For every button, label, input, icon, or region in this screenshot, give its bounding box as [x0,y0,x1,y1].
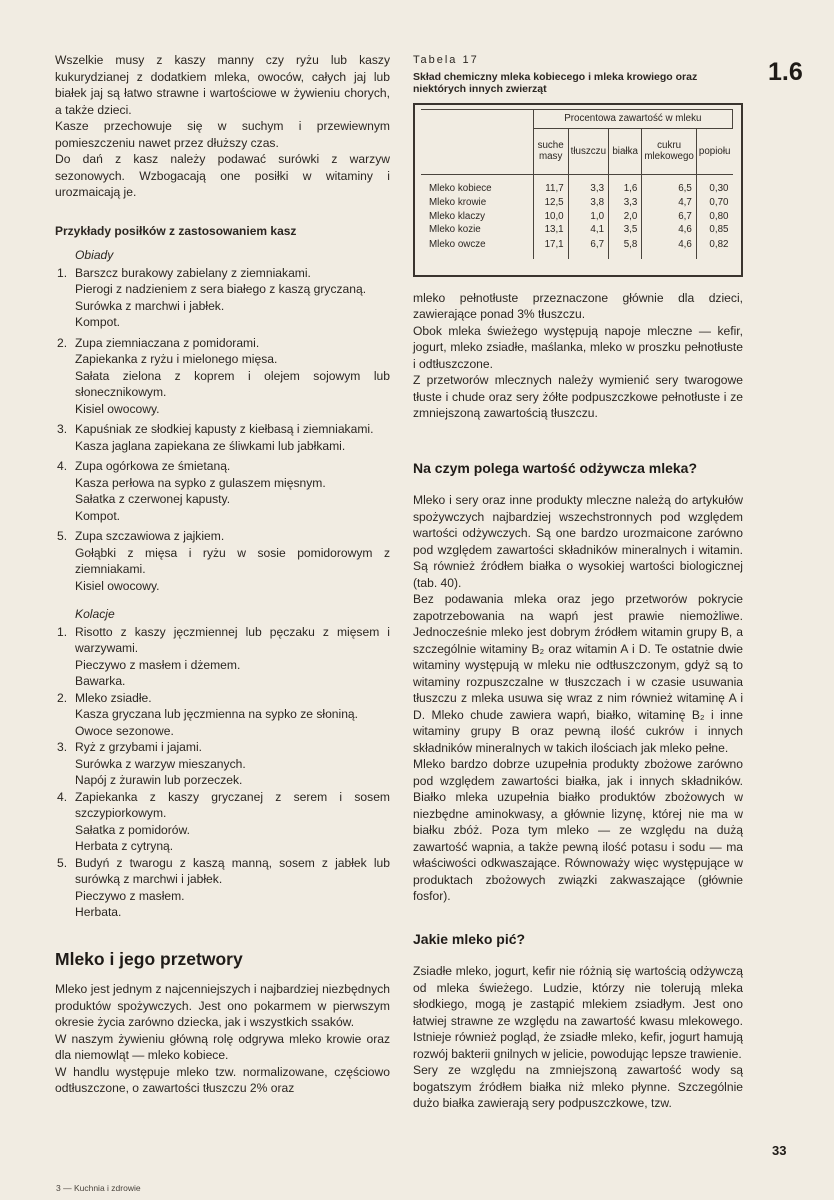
which-milk-heading: Jakie mleko pić? [413,930,526,947]
milk-paragraph: W naszym żywieniu główną rolę odgrywa mleko krowie oraz dla niemowląt — mleko kobiece. [55,1031,390,1062]
milk-paragraph: W handlu występuje mleko tzw. normalizowane, częściowo odtłuszczone, o zawartości tłuszczu 2% oraz [55,1064,390,1095]
list-item: 2. Mleko zsiadłe. Kasza gryczana lub jęczmienna na sypko ze słoniną. Owoce sezonowe. [57,690,359,738]
milk-continue-paragraph: Obok mleka świeżego występują napoje mleczne — kefir, jogurt, mleko zsiadłe, maślanka, mleko w proszku pełnotłuste i odtłuszczone. [413,323,743,371]
page-number: 33 [772,1143,787,1158]
list-item: 2. Zupa ziemniaczana z pomidorami. Zapiekanka z ryżu i mielonego mięsa. Sałata zielona z koprem i olejem sojowym lub słonecznikowym. Kisiel owocowy. [57,335,390,416]
left-column [55,52,390,1097]
table-corner [421,109,533,174]
list-item: 4. Zupa ogórkowa ze śmietaną. Kasza perłowa na sypko z gulaszem mięsnym. Sałatka z czerwonej kapusty. Kompot. [57,459,326,523]
footer-caption: 3 — Kuchnia i zdrowie [56,1183,141,1193]
table-row: Mleko krowie 12,5 3,8 3,3 4,7 0,70 [421,196,733,210]
nutritional-value-paragraph: Bez podawania mleka oraz jego przetworów pokrycie zapotrzebowania na wapń jest prawie niemożliwe. Jednocześnie mleko jest dobrym źródłem witamin grupy B, a szczególnie witaminy B₂ oraz witamin A i D. Te ostatnie dwie witaminy występują w mleku nie odtłuszczonym, gdyż są to witaminy rozpuszczalne w tłuszczach i w czasie usuwania tłuszczu z mleka usuwa się wraz z nim również witaminę A i D. Mleko chude zawiera wapń, białko, witaminę B₂ i inne witaminy grupy B oraz pewną ilość cukrów i innych składników mineralnych w takich ilościach jak mleko pełne. [413,592,743,755]
intro-paragraph: Kasze przechowuje się w suchym i przewiewnym pomieszczeniu nawet przez dłuższy czas. [55,119,390,150]
column-header: białka [609,128,642,174]
column-header: tłuszczu [568,128,608,174]
intro-paragraph: Do dań z kasz należy podawać surówki z warzyw sezonowych. Wzbogacają one posiłki w witaminy i urozmaicają je. [55,152,390,199]
dinners-label: Obiady [75,248,114,262]
list-item: 5. Budyń z twarogu z kaszą manną, sosem z jabłek lub surówką z marchwi i jabłek. Pieczywo z masłem. Herbata. [57,855,390,919]
dinners-list [55,265,390,595]
table-frame [413,103,743,277]
chemical-composition-table [421,109,733,259]
table-row: Mleko kobiece 11,7 3,3 1,6 6,5 0,30 [421,174,733,196]
table-group-header: Procentowa zawartość w mleku [533,109,732,128]
column-header: suche masy [533,128,568,174]
list-item: 1. Risotto z kaszy jęczmiennej lub pęczaku z mięsem i warzywami. Pieczywo z masłem i dżemem. Bawarka. [57,624,390,688]
column-header: cukru mlekowego [642,128,697,174]
table-row: Mleko klaczy 10,0 1,0 2,0 6,7 0,80 [421,210,733,224]
table-label: Tabela 17 [413,54,479,66]
nutritional-value-heading: Na czym polega wartość odżywcza mleka? [413,459,697,476]
milk-paragraph: Mleko jest jednym z najcenniejszych i najbardziej niezbędnych produktów spożywczych. Jest ono pokarmem w pierwszym okresie życia zarówno dziecka, jak i wszystkich ssaków. [55,982,390,1029]
suppers-list [55,624,390,921]
milk-section-heading: Mleko i jego przetwory [55,948,243,969]
nutritional-value-paragraph: Mleko bardzo dobrze uzupełnia produkty zbożowe zarówno pod względem zawartości białka, jak i innych składników. Białko mleka uzupełnia białko produktów zbożowych w niezbędne aminokwasy, a głównie lizynę, której nie ma w białku zbóż. Poza tym mleko — ze względu na dużą zawartość wapnia, a także pewną ilość potasu i sodu — ma właściwości odkwaszające. Równoważy więc występujące w produktach zbożowych związki zakwaszające (głównie fosfor). [413,757,743,903]
table-row: Mleko kozie 13,1 4,1 3,5 4,6 0,85 [421,223,733,237]
suppers-label: Kolacje [75,607,115,621]
intro-paragraph: Wszelkie musy z kaszy manny czy ryżu lub kaszy kukurydzianej z dodatkiem mleka, owoców, całych jaj lub białek jaj są łatwo strawne i wartościowe w żywieniu chorych, a także dzieci. [55,53,390,117]
right-column [413,52,743,1112]
milk-continue-paragraph: mleko pełnotłuste przeznaczone głównie dla dzieci, zawierające ponad 3% tłuszczu. [413,290,743,321]
section-number: 1.6 [768,58,803,86]
list-item: 4. Zapiekanka z kaszy gryczanej z serem i sosem szczypiorkowym. Sałatka z pomidorów. Herbata z cytryną. [57,789,390,853]
column-header: popiołu [696,128,732,174]
list-item: 5. Zupa szczawiowa z jajkiem. Gołąbki z mięsa i ryżu w sosie pomidorowym z ziemniakami. Kisiel owocowy. [57,529,390,593]
list-item: 1. Barszcz burakowy zabielany z ziemniakami. Pierogi z nadzieniem z sera białego z kaszą gryczaną. Surówka z marchwi i jabłek. Kompot. [57,265,367,329]
nutritional-value-paragraph: Mleko i sery oraz inne produkty mleczne należą do artykułów spożywczych najbardziej wszechstronnych pod względem wartości odżywczych. Są one bardzo urozmaicone zarówno pod względem zawartości składników mineralnych i witamin. Są również źródłem białka o wysokiej wartości biologicznej (tab. 40). [413,493,743,590]
list-item: 3. Kapuśniak ze słodkiej kapusty z kiełbasą i ziemniakami. Kasza jaglana zapiekana ze śliwkami lub jabłkami. [57,422,374,453]
which-milk-paragraph: Sery ze względu na zmniejszoną zawartość wody są bogatszym źródłem białka niż mleko płynne. Szczególnie dużo białka zawierają sery podpuszczkowe, tzw. [413,1063,743,1110]
table-row: Mleko owcze 17,1 6,7 5,8 4,6 0,82 [421,237,733,259]
list-item: 3. Ryż z grzybami i jajami. Surówka z warzyw mieszanych. Napój z żurawin lub porzeczek. [57,740,246,787]
milk-continue-paragraph: Z przetworów mlecznych należy wymienić sery twarogowe tłuste i chude oraz sery żółte podpuszczkowe pełnotłuste i ze zmniejszoną zawartością tłuszczu. [413,373,743,420]
which-milk-paragraph: Zsiadłe mleko, jogurt, kefir nie różnią się wartością odżywczą od mleka świeżego. Ludzie, którzy nie tolerują mleka słodkiego, mogą je zastąpić mlekiem zsiadłym. Jest ono łatwiej strawne ze względu na zawartość kwasu mlekowego. Istnieje również pogląd, że zsiadłe mleko, kefir, jogurt hamują rozwój bakterii gnilnych w jelicie, powodując lepsze trawienie. [413,964,743,1061]
examples-heading: Przykłady posiłków z zastosowaniem kasz [55,223,297,238]
table-title: Skład chemiczny mleka kobiecego i mleka krowiego oraz niektórych innych zwierząt [413,70,698,95]
